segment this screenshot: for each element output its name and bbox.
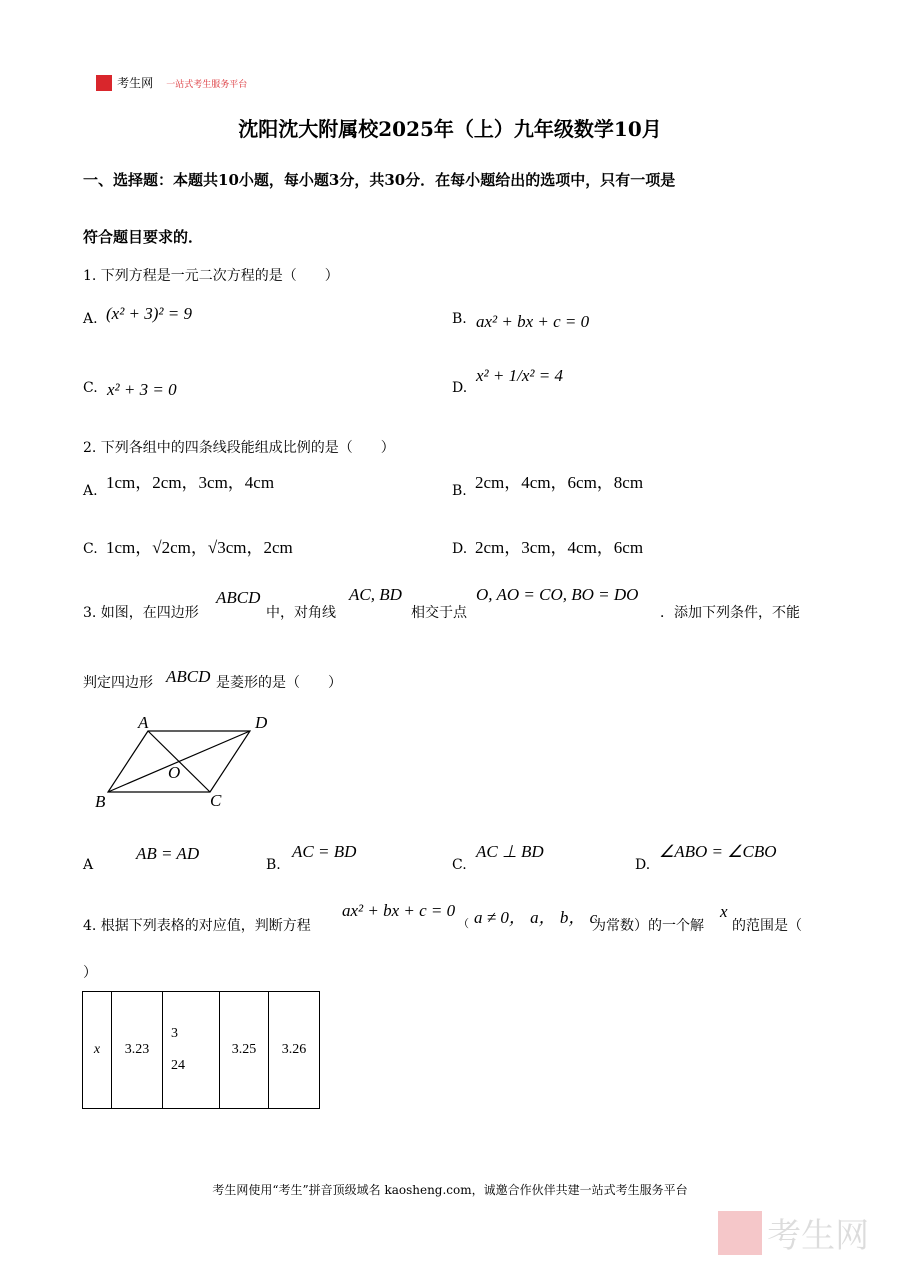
q4-math-2: a ≠ 0， a， b， c xyxy=(474,908,598,927)
watermark-text: 考生网 xyxy=(767,1216,870,1256)
q1-option-b: ax² + bx + c = 0 xyxy=(476,312,590,331)
section-heading: 一、选择题：本题共10小题，每小题3分，共30分．在每小题给出的选项中，只有一项是 xyxy=(83,171,676,189)
q4-math-1: ax² + bx + c = 0 xyxy=(342,901,456,920)
q2-option-b: 2cm，4cm，6cm，8cm xyxy=(475,473,644,492)
table-row xyxy=(83,992,320,1109)
footer-text: 考生网使用“考生”拼音顶级域名 kaosheng.com，诚邀合作伙伴共建一站式考生服务平台 xyxy=(212,1183,688,1197)
q1-stem: 1. 下列方程是一元二次方程的是（ ） xyxy=(83,268,339,284)
table-cell: 3.26 xyxy=(269,992,320,1109)
q1-option-d: x² + 1/x² = 4 xyxy=(476,366,563,385)
figure-label-d: D xyxy=(255,713,268,732)
q1-option-c: x² + 3 = 0 xyxy=(107,380,177,399)
q3-option-d-label: D. xyxy=(635,857,651,873)
q3-math-2: AC, BD xyxy=(349,585,402,604)
q2-stem: 2. 下列各组中的四条线段能组成比例的是（ ） xyxy=(83,440,395,456)
q2-option-b-label: B. xyxy=(452,483,467,499)
q3-option-b: AC = BD xyxy=(292,842,357,861)
q3-stem-3: 相交于点 xyxy=(411,605,467,621)
table-cell: 3.23 xyxy=(112,992,163,1109)
q4-math-3: x xyxy=(720,902,728,921)
figure-label-a: A xyxy=(138,713,149,732)
watermark-logo xyxy=(718,1208,869,1257)
table-cell: 3 24 xyxy=(163,992,220,1109)
q2-option-c-label: C. xyxy=(83,541,98,557)
figure-label-c: C xyxy=(210,791,222,810)
q3-option-a: AB = AD xyxy=(136,844,200,863)
q3-stem-6: 是菱形的是（ ） xyxy=(216,675,342,691)
q4-table xyxy=(82,991,320,1109)
page-title: 沈阳沈大附属校2025年（上）九年级数学10月 xyxy=(238,117,662,141)
q3-math-4: ABCD xyxy=(166,667,211,686)
q3-math-1: ABCD xyxy=(216,588,261,607)
q3-option-b-label: B. xyxy=(266,857,281,873)
logo-icon xyxy=(96,75,112,91)
q3-option-a-label: A xyxy=(83,857,94,873)
q2-option-c: 1cm，√2cm，√3cm，2cm xyxy=(106,538,293,557)
q4-stem-3: 为常数）的一个解 xyxy=(592,918,704,934)
q3-stem-5: 判定四边形 xyxy=(83,675,153,691)
q1-option-a-label: A. xyxy=(83,311,98,327)
table-header-x: x xyxy=(83,992,112,1109)
q2-option-d: 2cm，3cm，4cm，6cm xyxy=(475,538,644,557)
q1-option-a: (x² + 3)² = 9 xyxy=(106,304,193,323)
rhombus-figure xyxy=(90,710,280,820)
q3-option-c-label: C. xyxy=(452,857,467,873)
figure-label-o: O xyxy=(168,763,181,782)
q4-stem-5: ） xyxy=(83,965,97,981)
header-logo xyxy=(96,72,247,91)
q3-stem-4: ．添加下列条件，不能 xyxy=(660,605,800,621)
q2-option-d-label: D. xyxy=(452,541,468,557)
q4-stem-2: （ xyxy=(458,917,469,930)
logo-text: 考生网 xyxy=(117,76,154,90)
q3-option-d: ∠ABO = ∠CBO xyxy=(659,842,777,861)
q3-stem-1: 3. 如图，在四边形 xyxy=(83,605,199,621)
q2-option-a-label: A. xyxy=(83,483,98,499)
q1-option-b-label: B. xyxy=(452,311,467,327)
watermark-icon xyxy=(718,1211,762,1255)
q4-stem-4: 的范围是（ xyxy=(732,918,802,934)
q3-option-c: AC ⊥ BD xyxy=(476,842,544,861)
figure-label-b: B xyxy=(95,792,106,811)
q2-option-a: 1cm，2cm，3cm，4cm xyxy=(106,473,275,492)
q3-stem-2: 中，对角线 xyxy=(266,605,336,621)
q4-stem-1: 4. 根据下列表格的对应值，判断方程 xyxy=(83,918,311,934)
section-heading-2: 符合题目要求的． xyxy=(83,228,204,246)
q3-math-3: O, AO = CO, BO = DO xyxy=(476,585,639,604)
q1-option-d-label: D. xyxy=(452,380,468,396)
table-cell: 3.25 xyxy=(220,992,269,1109)
slogan: 一站式考生服务平台 xyxy=(166,80,248,90)
q1-option-c-label: C. xyxy=(83,380,98,396)
